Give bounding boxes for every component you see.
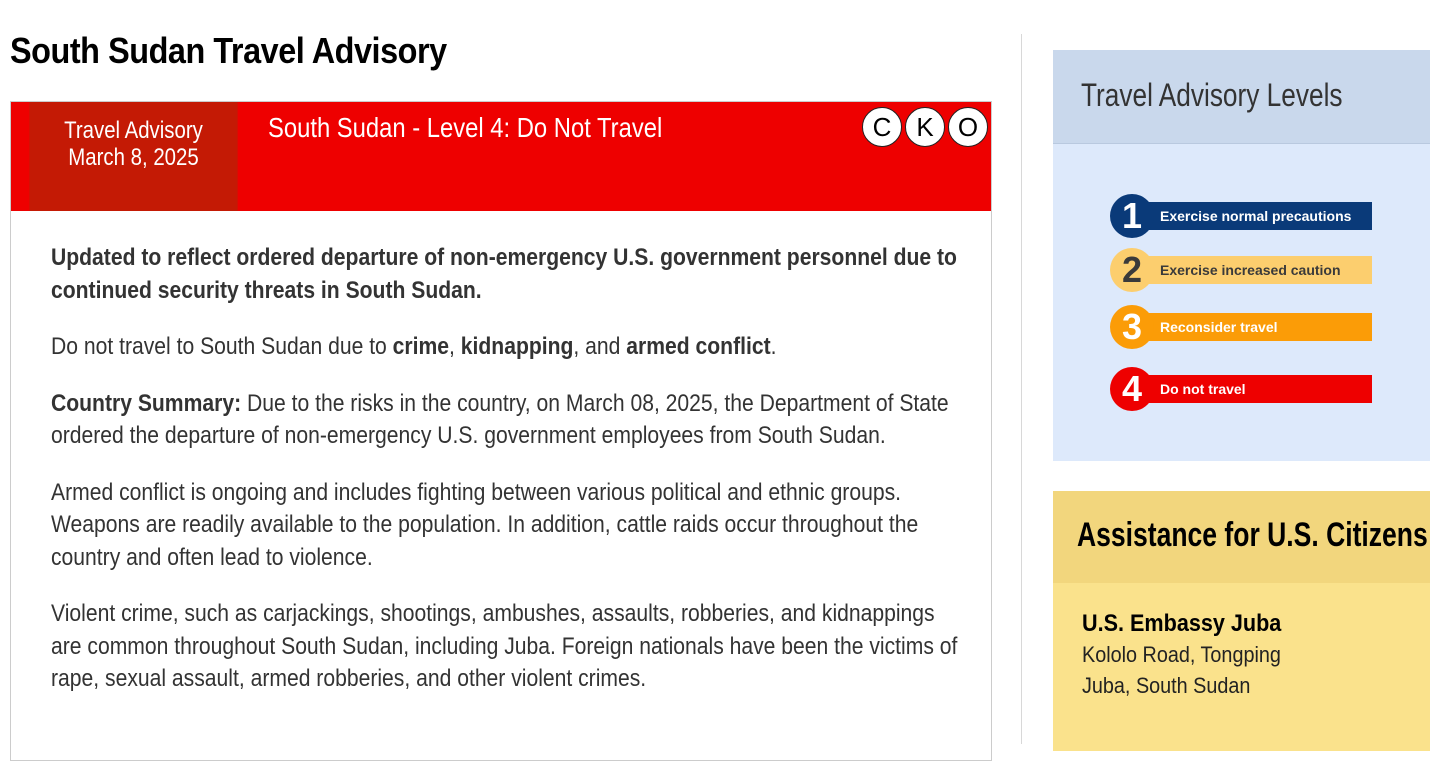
level-item-2 [1110, 248, 1374, 294]
advisory-level-title: South Sudan - Level 4: Do Not Travel [268, 112, 663, 143]
level-item-4 [1110, 367, 1374, 413]
level-label-2: Exercise increased caution [1132, 256, 1372, 284]
level-number-3: 3 [1110, 305, 1154, 349]
level-number-2: 2 [1110, 248, 1154, 292]
crime-paragraph: Violent crime, such as carjackings, shootings, ambushes, assaults, robberies, and kidnappings are common throughout South Sudan, including Juba. Foreign nationals have been the victims of rape, sexual assault, armed robberies, and other violent crimes. [51, 600, 958, 692]
summary-label: Country Summary: [51, 389, 242, 417]
advisory-date-panel [29, 102, 237, 211]
embassy-address-line2: Juba, South Sudan [1082, 673, 1251, 698]
advisory-body [51, 242, 957, 720]
crime-term: crime [392, 333, 450, 360]
level-label-1: Exercise normal precautions [1132, 202, 1372, 230]
assistance-header [1053, 491, 1430, 583]
assistance-title: Assistance for U.S. Citizens [1077, 516, 1428, 554]
armed-conflict-term: armed conflict [626, 333, 771, 360]
kidnapping-term: kidnapping [460, 333, 574, 360]
update-notice: Updated to reflect ordered departure of non-emergency U.S. government personnel due to continued security threats in South Sudan. [51, 244, 957, 304]
risk-indicators [862, 107, 988, 147]
indicator-crime[interactable]: C [862, 107, 902, 147]
level-number-4: 4 [1110, 367, 1154, 411]
lead-paragraph: Do not travel to South Sudan due to crime, kidnapping, and armed conflict. [51, 333, 777, 360]
conflict-paragraph: Armed conflict is ongoing and includes fighting between various political and ethnic groups. Weapons are readily available to the population. In addition, cattle raids occur throughout the country and often lead to violence. [51, 478, 919, 571]
level-item-1 [1110, 194, 1374, 240]
page-title: South Sudan Travel Advisory [10, 30, 447, 71]
level-number-1: 1 [1110, 194, 1154, 238]
advisory-box [10, 101, 992, 761]
levels-header [1053, 50, 1430, 144]
advisory-date: March 8, 2025 [68, 144, 199, 171]
advisory-levels-panel [1053, 50, 1430, 461]
level-item-3 [1110, 305, 1374, 351]
assistance-panel [1053, 491, 1430, 751]
embassy-address-line1: Kololo Road, Tongping [1082, 642, 1281, 667]
advisory-header [11, 102, 991, 211]
levels-title: Travel Advisory Levels [1081, 77, 1343, 113]
level-label-3: Reconsider travel [1132, 313, 1372, 341]
indicator-other[interactable]: O [948, 107, 988, 147]
indicator-kidnapping[interactable]: K [905, 107, 945, 147]
embassy-name: U.S. Embassy Juba [1082, 610, 1282, 637]
column-divider [1021, 34, 1022, 744]
advisory-label: Travel Advisory [64, 117, 203, 144]
country-summary: Country Summary: Due to the risks in the country, on March 08, 2025, the Department of State ordered the departure of non-emergency U.S. government employees from South Sudan. [51, 389, 949, 449]
assistance-body [1082, 608, 1281, 701]
level-label-4: Do not travel [1132, 375, 1372, 403]
